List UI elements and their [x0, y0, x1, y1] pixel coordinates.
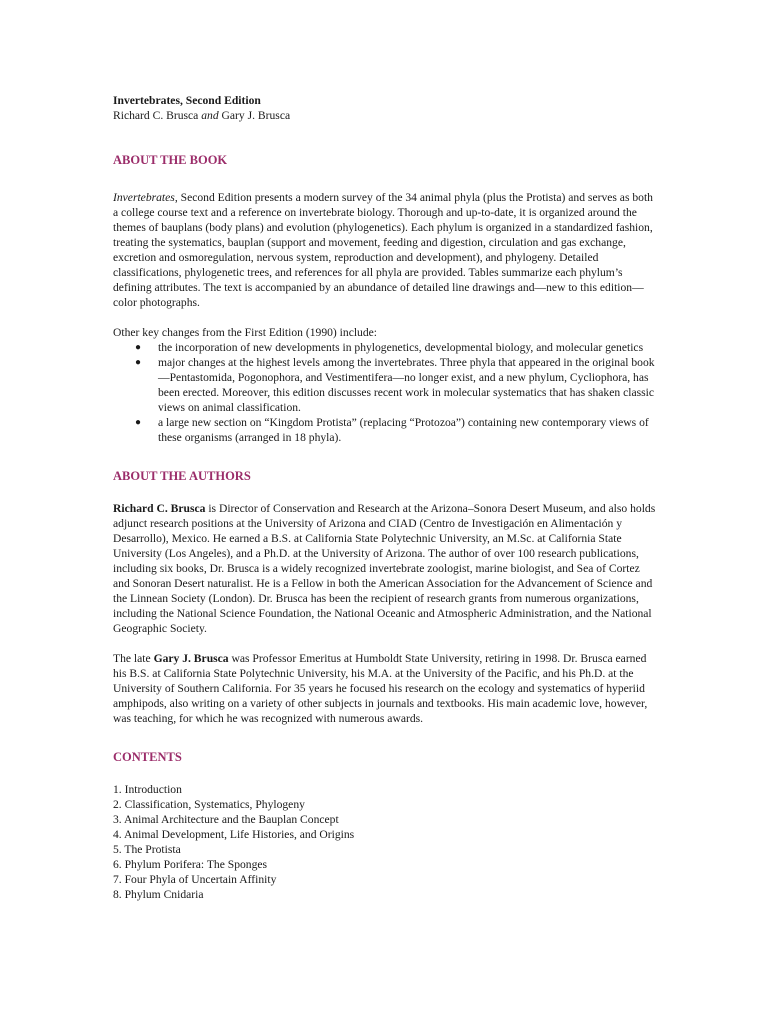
- list-item-text: major changes at the highest levels among the invertebrates. Three phyla that appeared in the original book—Pentastomida, Pogonophora, and Vestimentifera—no longer exist, and a new phylum, Cycliophora, has been erected. Moreover, this edition discusses recent work in molecular systematics that has shaken classic views on animal classification.: [158, 356, 655, 414]
- author-1-name: Richard C. Brusca: [113, 502, 206, 515]
- author-1-bio-paragraph: [113, 501, 658, 636]
- book-title: Invertebrates, Second Edition: [113, 94, 261, 107]
- about-book-heading: ABOUT THE BOOK: [113, 153, 228, 167]
- toc-item: 8. Phylum Cnidaria: [113, 888, 204, 901]
- toc-item: 2. Classification, Systematics, Phylogeny: [113, 798, 305, 811]
- list-item: [135, 355, 658, 415]
- author-2-bio-paragraph: [113, 651, 658, 726]
- toc-item: 1. Introduction: [113, 783, 182, 796]
- author-2: Gary J. Brusca: [221, 109, 291, 122]
- changes-list: [113, 340, 658, 445]
- list-item-text: the incorporation of new developments in phylogenetics, developmental biology, and molecular genetics: [158, 341, 644, 354]
- toc-item: 5. The Protista: [113, 843, 181, 856]
- toc-item: 7. Four Phyla of Uncertain Affinity: [113, 873, 277, 886]
- author-2-prefix: The late: [113, 652, 154, 665]
- contents-heading: CONTENTS: [113, 750, 182, 764]
- and-word: and: [201, 109, 219, 122]
- bullet-icon: ●: [135, 342, 142, 353]
- bullet-icon: ●: [135, 417, 142, 428]
- document-page: [113, 93, 658, 902]
- authors-line: [113, 108, 658, 123]
- book-title-italic: Invertebrates: [113, 191, 175, 204]
- toc-item: 3. Animal Architecture and the Bauplan Concept: [113, 813, 339, 826]
- bullet-icon: ●: [135, 357, 142, 368]
- author-1: Richard C. Brusca: [113, 109, 199, 122]
- author-2-name: Gary J. Brusca: [153, 652, 229, 665]
- list-item-text: a large new section on “Kingdom Protista” (replacing “Protozoa”) containing new contemporary views of these organisms (arranged in 18 phyla).: [158, 416, 649, 444]
- list-item: [135, 415, 658, 445]
- about-authors-heading: ABOUT THE AUTHORS: [113, 469, 251, 483]
- changes-intro: Other key changes from the First Edition (1990) include:: [113, 326, 378, 339]
- list-item: [135, 340, 658, 355]
- author-1-bio: is Director of Conservation and Research at the Arizona–Sonora Desert Museum, and also holds adjunct research positions at the University of Arizona and CIAD (Centro de Investigación en Alimentación y Desarrollo), Mexico. He earned a B.S. at California State Polytechnic University, an M.Sc. at California State University (Los Angeles), and a Ph.D. at the University of Arizona. The author of over 100 research publications, including six books, Dr. Brusca is a widely recognized invertebrate zoologist, marine biologist, and Sea of Cortez and Sonoran Desert naturalist. He is a Fellow in both the American Association for the Advancement of Science and the Linnean Society (London). Dr. Brusca has been the recipient of research grants from numerous organizations, including the National Science Foundation, the National Oceanic and Atmospheric Administration, and the National Geographic Society.: [113, 502, 656, 635]
- about-book-text: , Second Edition presents a modern survey of the 34 animal phyla (plus the Protista) and serves as both a college course text and a reference on invertebrate biology. Thorough and up-to-date, it is organized around the themes of bauplans (body plans) and evolution (phylogenetics). Each phylum is organized in a standardized fashion, treating the systematics, bauplan (support and movement, feeding and digestion, circulation and gas exchange, excretion and osmoregulation, nervous system, reproduction and development), and phylogeny. Detailed classifications, phylogenetic trees, and references for all phyla are provided. Tables summarize each phylum’s defining attributes. The text is accompanied by an abundance of detailed line drawings and—new to this edition—color photographs.: [113, 191, 653, 309]
- contents-list: [113, 782, 658, 902]
- toc-item: 6. Phylum Porifera: The Sponges: [113, 858, 268, 871]
- about-book-paragraph: [113, 190, 658, 310]
- toc-item: 4. Animal Development, Life Histories, and Origins: [113, 828, 355, 841]
- author-2-bio: was Professor Emeritus at Humboldt State University, retiring in 1998. Dr. Brusca earned his B.S. at California State Polytechnic University, his M.A. at the University of the Pacific, and his Ph.D. at the University of Southern California. For 35 years he focused his research on the ecology and systematics of hyperiid amphipods, also writing on a variety of other subjects in journals and textbooks. His main academic love, however, was teaching, for which he was recognized with numerous awards.: [113, 652, 648, 725]
